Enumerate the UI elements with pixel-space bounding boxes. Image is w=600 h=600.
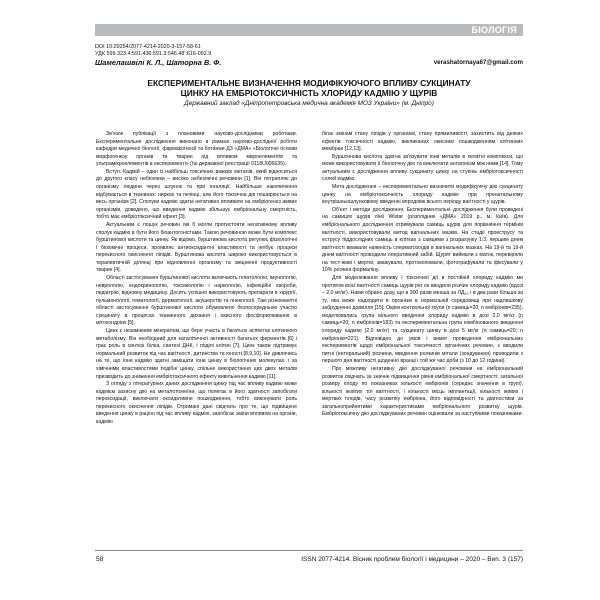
author-email: verashatornaya67@gmail.com <box>433 59 523 66</box>
title-line-1: ЕКСПЕРИМЕНТАЛЬНЕ ВИЗНАЧЕННЯ МОДИФІКУЮЧОГО ВПЛИВУ СУКЦИНАТУ <box>147 78 471 88</box>
paragraph: Актуальним є пошук речовин які б могли протистояти негативному впливу сполук кадмію в бути його біоантогоністами. Такою речовиною може бути комплекс бурштинової кислоти та цинку. Як відомо, бурштинова кислота регулює фізіологічні і біохімічні процеси, проявляє антиоксидантні властивості та інгібує процеси перекисного окиснення ліпідів. Бурштинова кислота широко використовується в терапевтичній ділянці при відновленні організму та зміцненні продуктивності тварин [4]. <box>96 221 297 274</box>
paragraph: З огляду з літературних даних дослідження цинку під час впливу кадмію може кадмієм захисну дію на металотіонеїни, що полегає в його здатності запобігати пероксидації, виключати оксидативне пошкодження, тобто виконувати роль перекисного окиснення ліпідів. Отримані дані свідчать про те, що підвищене введення цинку в раціон під час впливу кадмію, запобігає зміни впливом на органи, кадмію <box>96 381 297 425</box>
left-column <box>96 131 297 541</box>
page-number: 58 <box>96 556 104 563</box>
title-line-2: ЦИНКУ НА ЕМБРІОТОКСИЧНІСТЬ ХЛОРИДУ КАДМІЮ У ЩУРІВ <box>180 88 438 99</box>
section-title: БІОЛОГІЯ <box>471 25 517 35</box>
paragraph: Вступ. Кадмій – один із найбільш токсичних важких металів, який відноситься до другого класу небезпеки – високо небезпечні речовини [1]. Він потрапляє до організму людини через шлунок та при інгаляції. Найбільше накопичення відбувається в тканинах: нирках та печінці, але його токсична дія поширюється на весь організм [2]. Сполуки кадмію здатні негативно впливати на ембріогенез живих організмів, доведено, що введення кадмію збільшує ембріональну смертність, тобто має ембріотоксичний ефект [3]. <box>96 168 297 221</box>
footer-divider <box>95 550 523 551</box>
paragraph: Мета дослідження – експериментально визначити модифікуючу дію сукцинату цинку на ембріотоксичність хлориду кадмію при пренатальному внутрішньошлунковому введенні впродовж всього періоду вагітності у щурів. <box>322 184 523 206</box>
doi: DOI 10.29254/2077-4214-2020-3-157-58-61 <box>95 44 201 50</box>
right-column <box>322 131 523 541</box>
paragraph: Зв'язок публікації з плановими науково-дослідними роботами. Експериментальне дослідження виконано в рамках науково-дослідної роботи кафедри медичної біології, фармакогнозії та ботаніки ДЗ «ДМА» «Біологічні основи морфогенезу органів та тварин під впливом мікроелементів та ультрамікроелементів в експерименті» (№ державної реєстрації 0118U006635). <box>96 131 297 168</box>
paragraph: Бурштинова кислота здатна зв'язувати іони металів в хелатні комплекси, що може використовувати її біологічну дію та виключати антагонізм між ними [14]. Тому актуальним є дослідження впливу сукцинату цинку на ступінь ембріотоксичності солей кадмію. <box>322 153 523 183</box>
journal-footer: ISSN 2077-4214. Вісник проблем біології і медицини – 2020 – Вип. 3 (157) <box>301 556 523 563</box>
paragraph: Для моделювання впливу і токсичної дії в постійній хлориду кадмію ми протягом всієї вагітності самиць щурів per os вводили розчин хлориду кадмію (вдозі – 2,0 мг/кг). Нами обрано дозу, що в 300 разів менша за ЛД₅₀ і в два рази більша за ту, яка може надходити в організм в нормальній середовищі при надлишкову забрудненні довкілля [15]. Окрім контрольної групи (n самиць=20; n ембріонів=235), моделювались група вільного введення хлориду кадмію в дозі 2,0 мг/кг (n самиць=20; n ембріонів=183) та експериментальна група комбінованого введення хлориду кадмію (2,0 мг/кг) та сукцинату цинку в дозі 5 мг/кг (n самиць=20; n ембріонів=221). Відповідно до умов і вимог проведення ембріональних експериментів щодо ембріональної токсичності органічних речовин, з вводили питні (ентеральний) розчини, введення розчинів мітали (зондування) проводили з першого дня вагітності щоденно вранці і той же час доби (з 10 до 12 години). <box>322 274 523 365</box>
paragraph: бігає змінам стану ліпідів у організмі, стану прямиливості, захистить від деяких ефектів токсичності кадмію, викликаних окисним пошкодженням клітинних мембран [12,13]. <box>322 131 523 153</box>
paragraph: Цинк є незамінним мінералом, що бере участь в багатьох аспектах клітинного метаболізму. Він необхідний для каталітичної активності багатьох ферментів [6] і грає роль в синтезі білка, синтезі ДНК, і поділі клітин [7]. Цинк також підтримує нормальний розвиток під час вагітності, дитинства та юності [8,9,10]. Не дивлячись на те, що іони кадмію здатні заміщати іони цинку в біологічних молекулах, і за хімічними властивостями подібні цинку, спільне використання цих двох металів призводить до зниження ембріотоксичного ефекту вивільнення кадмію [11]. <box>96 328 297 380</box>
paragraph: Об'єкт і методи дослідження. Експериментальні дослідження були проведені на самицях щурів лінії Wistar (розплідник «ДМА» 2019 р., м. Київ). Для ембріонального дослідження отримували самиць щурів для порівняння термінів вагітності, використовували метод вагінальних мазків. На стадії проеструсу та еструсу піддослідних самиць в клітках з самцями з розрахунку 1:3, першим днем вагітності вважали наявність сперматозоїдів в вагінальних мазках. На 19-й та 19-й днем вагітності проводили оперативний забій. Щурят виймали з маток, перевіряли на тест-живі і мертві, зважували, протоколювали, фотографували та фіксували у 10% розчині формаліну. <box>322 206 523 274</box>
authors: Шамелашвілі К. Л., Шаторна В. Ф. <box>95 58 222 67</box>
article-title <box>95 78 523 99</box>
paragraph: Області застосування бурштинової кислоти включають гепатологію, імунологію, неврологію, ендокринологію, токсикологію і наркологію, інфекційні хвороби, педіатрію, відновну медицину. Досить успішно використовують препарати в хірургії, пульмонології, гематології, дерматології, акушерстві та гінекології. Такі різноманітні області застосування бурштинової кислоти обумовлено безпосередньою участю сукцинату в процесах тканинного дихання і окисного фосфорилювання в мітохондріях [5]. <box>96 274 297 327</box>
section-header-band <box>95 24 523 36</box>
udc: УДК 599.323.4:591.436:591.3:546.48':616-092.9 <box>95 51 212 57</box>
paragraph: Про можливу негативну дію досліджуваної речовини на ембріональний розвиток свідчать за значне підвищення рівня ембріональної смертності; загальної розміру плоду по показниках кількості ембріонів (середнє значення в групі), кількості жовтих тіл вагітності, і кількості місць імплантації, кількості живих і мертвих плодів, часу розвитку ембріона, його відповідності та діагностики за загальноприйнятими характеристиками ембріонального розвитку щурів. Ембріотоксичну дію досліджуваних речовин оцінювали за наступними показниками: <box>322 365 523 418</box>
affiliation: Державний заклад «Дніпропетровська медична академія МОЗ України» (м. Дніпро) <box>184 100 434 107</box>
